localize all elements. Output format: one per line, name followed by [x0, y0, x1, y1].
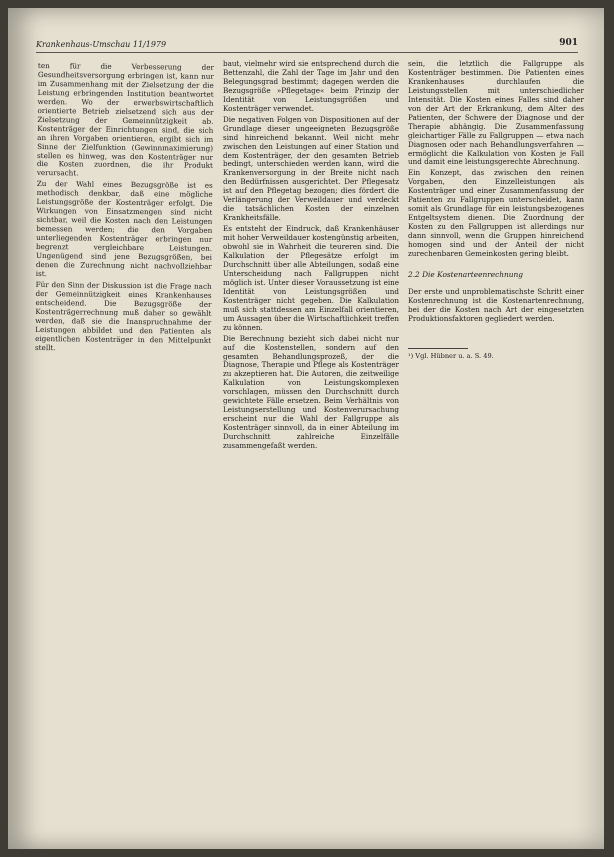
page-number: 901 [559, 38, 578, 48]
page-header [36, 38, 586, 52]
paragraph: Der erste und unproblematischste Schritt einer Kostenrechnung ist die Kostenartenrechnung, bei der die Kosten nach Art der eingesetzten Produktionsfaktoren gegliedert werden. [408, 286, 584, 323]
paragraph: Die negativen Folgen von Dispositionen auf der Grundlage dieser ungeeigneten Bezugsgröße sind hinreichend bekannt. Weil nicht mehr zwischen den Leistungen auf einer Station und dem Kostenträger, der den gesamten Betrieb bedingt, unterschieden werden kann, wird die Krankenversorgung in der Breite nicht nach den Bedürfnissen ausgerichtet. Der Pflegesatz ist auf den Pflegetag bezogen; dies fördert die Verlängerung der Verweildauer und verdeckt die tatsächlichen Kosten der einzelnen Krankheitsfälle. [223, 114, 399, 223]
running-title: Krankenhaus-Umschau 11/1979 [36, 40, 167, 49]
section-heading: 2.2 Die Kostenarteenrechnung [408, 269, 524, 279]
paragraph: ten für die Verbesserung der Gesundheitsversorgung erbringen ist, kann nur im Zusammenhang mit der Zielsetzung der die Leistung erbringenden Institution beantwortet werden. Wo der erwerbswirtschaftlich orientierte Betrieb zielsetzend sich aus der Zielsetzung der Gemeinnützigkeit ab. Kostenträger der Einrichtungen sind, die sich an ihren Vorgaben orientieren, ergibt sich im Sinne der Zielfunktion (Gewinnmaximierung) stellen es hinweg, was den Kostenträger nur die Kosten zuordnen, die ihr Produkt verursacht. [36, 61, 215, 178]
text-column-1 [35, 62, 214, 356]
paragraph: Ein Konzept, das zwischen den reinen Vorgaben, den Einzelleistungen als Kostenträger und einer Zusammenfassung der Patienten zu Fallgruppen unterscheidet, kann somit als Grundlage für ein leistungsbezogenes Entgeltsystem dienen. Die Zuordnung der Kosten zu den Fallgruppen ist allerdings nur dann sinnvoll, wenn die Gruppen hinreichend homogen sind und der Anteil der nicht zurechenbaren Gemeinkosten gering bleibt. [408, 168, 584, 259]
header-rule [36, 52, 578, 53]
footnote: ¹) Vgl. Hübner u. a. S. 49. [408, 351, 494, 360]
document-page [8, 8, 604, 849]
paragraph: Es entsteht der Eindruck, daß Krankenhäuser mit hoher Verweildauer kostengünstig arbeiten, obwohl sie in Wahrheit die teureren sind. Die Kalkulation der Pflegesätze erfolgt im Durchschnitt über alle Abteilungen, sodaß eine Unterscheidung nach Fallgruppen nicht möglich ist. Unter dieser Voraussetzung ist eine Identität von Leistungsgrößen und Kostenträger nicht gegeben. Die Kalkulation muß sich stattdessen am Einzelfall orientieren, um Aussagen über die Wirtschaftlichkeit treffen zu können. [223, 224, 399, 332]
paragraph: Für den Sinn der Diskussion ist die Frage nach der Gemeinnützigkeit eines Krankenhauses entscheidend. Die Bezugsgröße der Kostenträgerrechnung muß daher so gewählt werden, daß sie die Inanspruchnahme der Leistungen abbildet und den Patienten als eigentlichen Kostenträger in den Mittelpunkt stellt. [34, 279, 212, 352]
text-column-3 [408, 60, 584, 361]
footnote-rule [408, 348, 468, 349]
paragraph: Zu der Wahl eines Bezugsgröße ist es methodisch denkbar, daß eine mögliche Leistungsgröße der Kostenträger erfolgt. Die Wirkungen von Einsatzmengen sind nicht sichtbar, weil die Kosten nach den Leistungen bemessen werden; die den Vorgaben unterliegenden Kostenträger erbringen nur begrenzt vergleichbare Leistungen. Ungenügend sind jene Bezugsgrößen, bei denen die Zurechnung nicht nachvollziehbar ist. [35, 179, 213, 279]
text-column-2 [223, 60, 399, 453]
paragraph: sein, die letztlich die Fallgruppe als Kostenträger bestimmen. Die Patienten eines Krankenhauses durchlaufen die Leistungsstellen mit unterschiedlicher Intensität. Die Kosten eines Falles sind daher von der Art der Erkrankung, dem Alter des Patienten, der Schwere der Diagnose und der Therapie abhängig. Die Zusammenfassung gleichartiger Fälle zu Fallgruppen — etwa nach Diagnosen oder nach Behandlungsverfahren — ermöglicht die Kalkulation von Kosten je Fall und damit eine leistungsgerechte Abrechnung. [408, 59, 584, 167]
paragraph: baut, vielmehr wird sie entsprechend durch die Bettenzahl, die Zahl der Tage im Jahr und den Belegungsgrad bestimmt; dagegen werden die Bezugsgröße »Pflegetage« beim Prinzip der Identität von Leistungsgrößen und Kostenträger verwendet. [223, 59, 399, 113]
paragraph: Die Berechnung bezieht sich dabei nicht nur auf die Kostenstellen, sondern auf den gesamten Behandlungsprozeß, der die Diagnose, Therapie und Pflege als Kostenträger zu akzeptieren hat. Die Autoren, die zeitweilige Kalkulation von Leistungskomplexen vorschlagen, müssen den Durchschnitt durch gewichtete Fälle ersetzen. Beim Verhältnis von Leistungserstellung und Kostenverursachung erscheint nur die Wahl der Fallgruppe als Kostenträger sinnvoll, da in einer Abteilung im Durchschnitt zahlreiche Einzelfälle zusammengefaßt werden. [223, 333, 399, 451]
